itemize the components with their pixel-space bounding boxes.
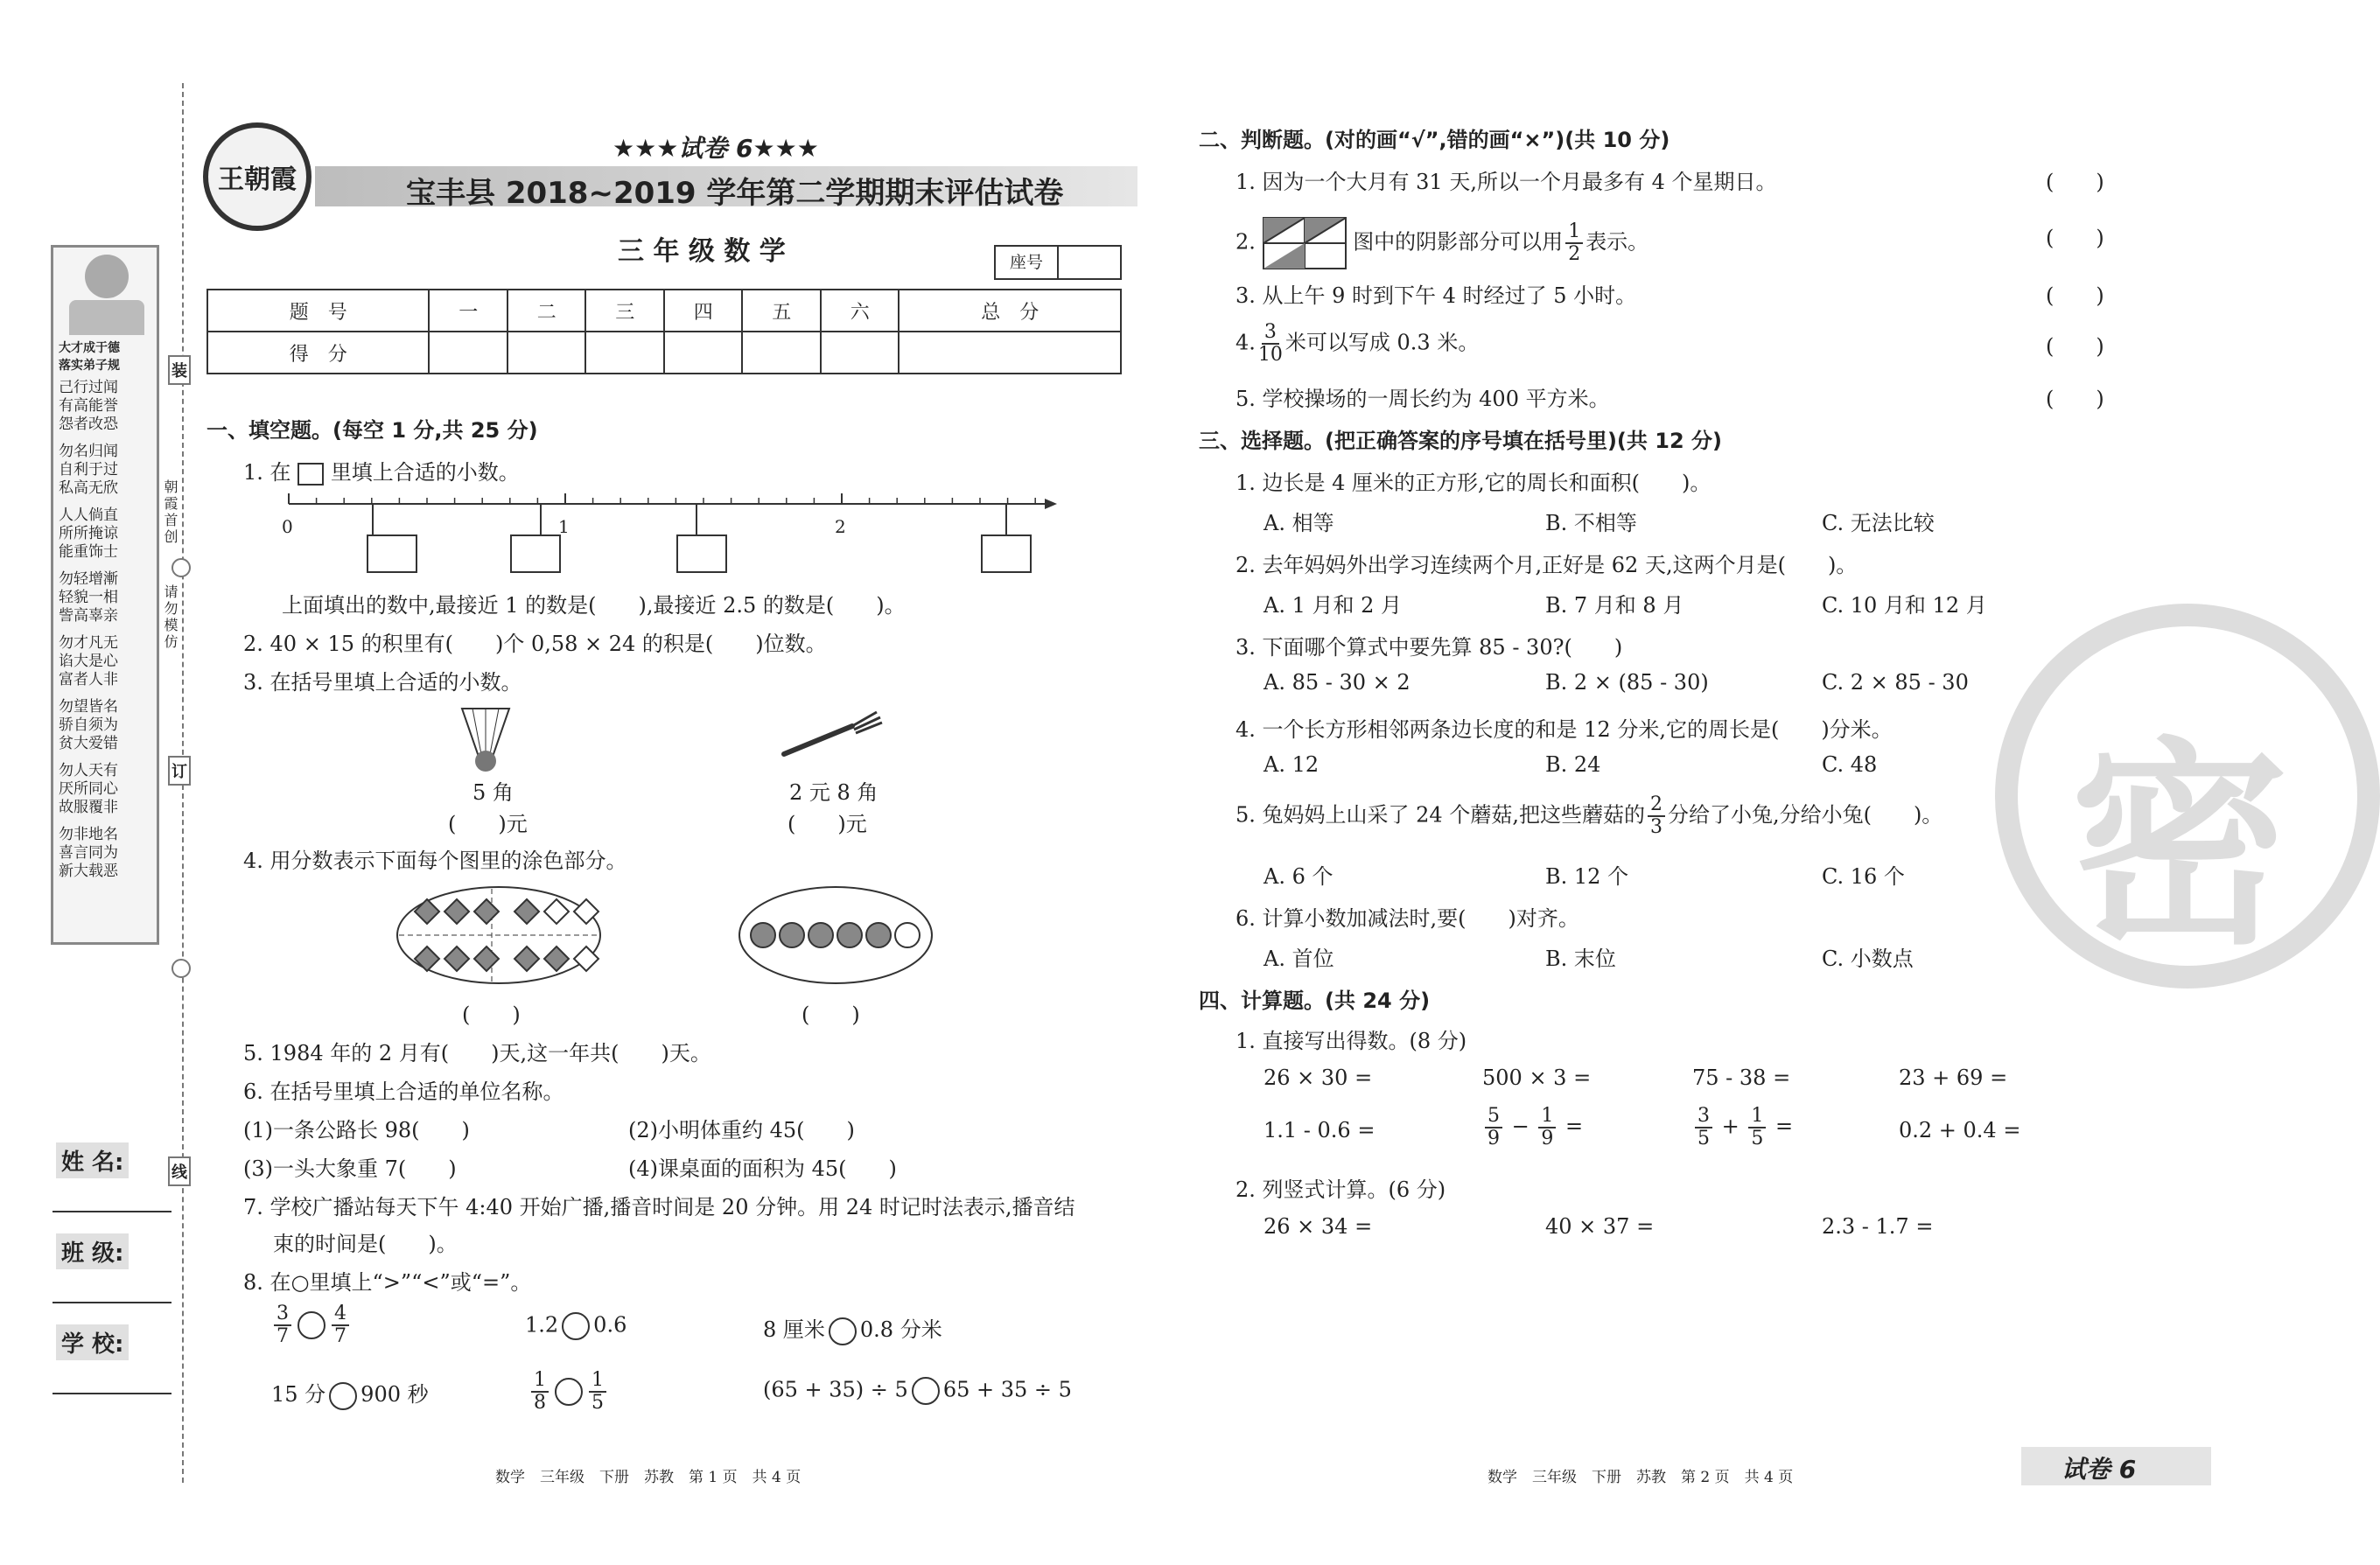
calc-5: 1.1 - 0.6 = bbox=[1264, 1118, 1376, 1142]
score-cell[interactable] bbox=[508, 332, 586, 374]
motto-verse-line: 怨者改恐 bbox=[59, 416, 118, 433]
class-label: 班 级: bbox=[56, 1233, 129, 1269]
s1-q1-follow: 上面填出的数中,最接近 1 的数是( ),最接近 2.5 的数是( )。 bbox=[282, 593, 906, 618]
diamond-shape bbox=[544, 947, 569, 971]
answer-box[interactable] bbox=[982, 535, 1031, 572]
brand-logo bbox=[203, 122, 312, 231]
footer-right: 数学 三年级 下册 苏教 第 2 页 共 4 页 bbox=[1488, 1469, 1794, 1486]
s3-q3-opt-c[interactable]: C. 2 × 85 - 30 bbox=[1822, 670, 1969, 695]
diamond-shape bbox=[474, 899, 499, 924]
score-header: 六 bbox=[821, 290, 900, 332]
score-row-label: 得 分 bbox=[207, 332, 429, 374]
calc-7: $\frac{3}{5}$ + $\frac{1}{5}$ = bbox=[1692, 1106, 1793, 1149]
numline-label-0: 0 bbox=[282, 516, 293, 537]
q6-item-3: (3)一头大象重 7( ) bbox=[243, 1156, 457, 1181]
motto-verse-line: 勿才凡无 bbox=[59, 634, 118, 652]
s3-q6-opt-b[interactable]: B. 末位 bbox=[1545, 947, 1616, 971]
vcalc-1: 26 × 34 = bbox=[1264, 1214, 1373, 1239]
motto-verse-line: 勿人天有 bbox=[59, 762, 118, 779]
q8-item-a: $\frac{3}{7}$ $\frac{4}{7}$ bbox=[271, 1303, 352, 1347]
diamond-shape bbox=[544, 899, 569, 924]
compare-circle[interactable] bbox=[562, 1312, 590, 1340]
dot-shape bbox=[751, 923, 775, 947]
s2-q5: 5. 学校操场的一周长约为 400 平方米。 bbox=[1236, 387, 1610, 411]
exam-title: 宝丰县 2018~2019 学年第二学期期末评估试卷 bbox=[406, 176, 1064, 211]
motto-verse-line: 勿名归闻 bbox=[59, 443, 118, 460]
shaded-squares-figure bbox=[1263, 217, 1347, 269]
seat-field[interactable] bbox=[1059, 247, 1120, 278]
judge-blank-2[interactable]: ( ) bbox=[2046, 226, 2104, 250]
dot-shape bbox=[866, 923, 891, 947]
s3-q4: 4. 一个长方形相邻两条边长度的和是 12 分米,它的周长是( )分米。 bbox=[1236, 717, 1893, 742]
s1-q3: 3. 在括号里填上合适的小数。 bbox=[243, 670, 522, 695]
numline-label-2: 2 bbox=[835, 516, 846, 537]
s3-q6-opt-a[interactable]: A. 首位 bbox=[1264, 947, 1334, 971]
judge-blank-5[interactable]: ( ) bbox=[2046, 387, 2104, 411]
side-note-2: 请勿模仿 bbox=[162, 584, 178, 651]
q3-blank-1[interactable]: ( )元 bbox=[448, 812, 528, 836]
diamond-shape bbox=[514, 947, 539, 971]
motto-verse-line: 喜言同为 bbox=[59, 844, 118, 862]
motto-verse-line: 新大载恶 bbox=[59, 863, 118, 880]
box-icon bbox=[298, 463, 324, 486]
diamond-shape bbox=[474, 947, 499, 971]
motto-verse-line: 贫大爱错 bbox=[59, 735, 118, 752]
circle-oval-figure bbox=[737, 884, 934, 987]
s1-q1 bbox=[243, 455, 520, 486]
s2-q4: 4. $\frac{3}{10}$ 米可以写成 0.3 米。 bbox=[1236, 321, 1480, 366]
motto-verse-line: 人人倘直 bbox=[59, 507, 118, 524]
motto-verse-line: 勿非地名 bbox=[59, 826, 118, 843]
s1-q5: 5. 1984 年的 2 月有( )天,这一年共( )天。 bbox=[243, 1041, 711, 1065]
fork-icon bbox=[779, 709, 884, 761]
motto-top-1: 大才成于德 bbox=[59, 341, 120, 355]
s3-q1-opt-a[interactable]: A. 相等 bbox=[1264, 511, 1334, 535]
s2-q3: 3. 从上午 9 时到下午 4 时经过了 5 小时。 bbox=[1236, 283, 1637, 308]
s3-q2-opt-c[interactable]: C. 10 月和 12 月 bbox=[1822, 593, 1987, 618]
s1-q6: 6. 在括号里填上合适的单位名称。 bbox=[243, 1079, 564, 1104]
motto-verse-line: 訾高辜亲 bbox=[59, 607, 118, 625]
q3-item2: 2 元 8 角 bbox=[789, 780, 878, 805]
score-header: 总 分 bbox=[899, 290, 1121, 332]
calc-4: 23 + 69 = bbox=[1899, 1065, 2008, 1090]
cut-label-3: 线 bbox=[168, 1156, 191, 1186]
diamond-shape bbox=[444, 947, 469, 971]
scholar-avatar-icon bbox=[85, 255, 129, 298]
diamond-shape bbox=[514, 899, 539, 924]
s3-q6: 6. 计算小数加减法时,要( )对齐。 bbox=[1236, 906, 1579, 931]
diamond-shape bbox=[415, 899, 439, 924]
q4-blank-1[interactable]: ( ) bbox=[462, 1003, 521, 1027]
motto-verse-line: 己行过闻 bbox=[59, 379, 118, 396]
diamond-shape bbox=[444, 899, 469, 924]
score-cell[interactable] bbox=[429, 332, 508, 374]
s1-q7b: 束的时间是( )。 bbox=[273, 1232, 458, 1256]
s3-q2-opt-a[interactable]: A. 1 月和 2 月 bbox=[1264, 593, 1403, 618]
q8-item-f: (65 + 35) ÷ 5 65 + 35 ÷ 5 bbox=[763, 1377, 1072, 1405]
calc-3: 75 - 38 = bbox=[1692, 1065, 1791, 1090]
shuttlecock-icon bbox=[455, 705, 516, 775]
calc-6: $\frac{5}{9}$ − $\frac{1}{9}$ = bbox=[1482, 1106, 1583, 1149]
scholar-body-icon bbox=[69, 300, 144, 335]
motto-top-2: 落实弟子规 bbox=[59, 359, 120, 373]
q6-item-1: (1)一条公路长 98( ) bbox=[243, 1118, 470, 1142]
s3-q2: 2. 去年妈妈外出学习连续两个月,正好是 62 天,这两个月是( )。 bbox=[1236, 553, 1858, 577]
q6-item-2: (2)小明体重约 45( ) bbox=[628, 1118, 855, 1142]
answer-box[interactable] bbox=[368, 535, 416, 572]
motto-verse-line: 所所掩谅 bbox=[59, 525, 118, 542]
motto-verse-line: 勿望皆名 bbox=[59, 698, 118, 716]
calc-1: 26 × 30 = bbox=[1264, 1065, 1373, 1090]
vcalc-2: 40 × 37 = bbox=[1545, 1214, 1655, 1239]
q8-item-b: 1.2 0.6 bbox=[525, 1312, 626, 1340]
vcalc-3: 2.3 - 1.7 = bbox=[1822, 1214, 1934, 1239]
seal-stamp bbox=[1995, 604, 2380, 989]
score-header: 二 bbox=[508, 290, 586, 332]
class-field[interactable] bbox=[52, 1302, 172, 1303]
school-label: 学 校: bbox=[56, 1324, 129, 1360]
s3-q2-opt-b[interactable]: B. 7 月和 8 月 bbox=[1545, 593, 1684, 618]
side-note-1: 朝霞首创 bbox=[162, 479, 178, 546]
answer-box[interactable] bbox=[511, 535, 560, 572]
judge-blank-4[interactable]: ( ) bbox=[2046, 334, 2104, 359]
paper-label: ★★★试卷 6★★★ bbox=[612, 134, 819, 163]
name-label: 姓 名: bbox=[56, 1142, 129, 1178]
score-header: 一 bbox=[429, 290, 508, 332]
calc-8: 0.2 + 0.4 = bbox=[1899, 1118, 2021, 1142]
footer-badge bbox=[2021, 1447, 2211, 1485]
answer-box[interactable] bbox=[677, 535, 726, 572]
q3-item1: 5 角 bbox=[472, 780, 514, 805]
dot-shape bbox=[780, 923, 804, 947]
s3-q5-opt-b[interactable]: B. 12 个 bbox=[1545, 864, 1629, 889]
s2-q1: 1. 因为一个大月有 31 天,所以一个月最多有 4 个星期日。 bbox=[1236, 170, 1777, 194]
motto-verse-line: 故服覆非 bbox=[59, 799, 118, 816]
score-header: 三 bbox=[585, 290, 664, 332]
s3-q3: 3. 下面哪个算式中要先算 85 - 30?( ) bbox=[1236, 635, 1623, 660]
compare-circle[interactable] bbox=[298, 1311, 326, 1339]
binding-hole-icon bbox=[172, 959, 191, 978]
cut-label-2: 订 bbox=[168, 756, 191, 786]
section1-heading: 一、填空题。(每空 1 分,共 25 分) bbox=[206, 418, 538, 443]
motto-verse-line: 私高无欣 bbox=[59, 479, 118, 497]
name-field[interactable] bbox=[52, 1211, 172, 1212]
diamond-shape bbox=[415, 947, 439, 971]
dot-shape bbox=[895, 923, 920, 947]
s3-q3-opt-a[interactable]: A. 85 - 30 × 2 bbox=[1264, 670, 1410, 695]
q6-item-4: (4)课桌面的面积为 45( ) bbox=[628, 1156, 897, 1181]
motto-verse-line: 自利于过 bbox=[59, 461, 118, 479]
diamond-oval-figure bbox=[394, 884, 604, 987]
motto-verse-line: 谄大是心 bbox=[59, 653, 118, 670]
motto-verse-line: 厌所同心 bbox=[59, 780, 118, 798]
cut-label-1: 装 bbox=[168, 355, 191, 385]
score-header: 四 bbox=[664, 290, 743, 332]
numline-label-1: 1 bbox=[558, 516, 570, 537]
score-cell[interactable] bbox=[585, 332, 664, 374]
score-cell[interactable] bbox=[742, 332, 821, 374]
q8-item-e: $\frac{1}{8}$ $\frac{1}{5}$ bbox=[528, 1370, 609, 1414]
s2-q2: 2. 图中的阴影部分可以用 $\frac{1}{2}$ 表示。 bbox=[1236, 217, 1648, 269]
binding-hole-icon bbox=[172, 558, 191, 577]
s3-q1-opt-b[interactable]: B. 不相等 bbox=[1545, 511, 1637, 535]
s1-q8: 8. 在○里填上“>”“<”或“=”。 bbox=[243, 1270, 532, 1295]
number-line bbox=[280, 486, 1059, 583]
motto-verse-line: 轻貌一相 bbox=[59, 589, 118, 606]
school-field[interactable] bbox=[52, 1393, 172, 1394]
s1-q1-text: 1. 在 bbox=[243, 460, 291, 485]
stamp-char: 密 bbox=[2070, 719, 2289, 974]
compare-circle[interactable] bbox=[555, 1378, 583, 1406]
motto-verse-line: 有高能誉 bbox=[59, 397, 118, 415]
q8-item-c: 8 厘米 0.8 分米 bbox=[763, 1312, 942, 1345]
q3-blank-2[interactable]: ( )元 bbox=[788, 812, 867, 836]
s1-q1-text-b: 里填上合适的小数。 bbox=[330, 460, 520, 485]
motto-verse-line: 能重饰士 bbox=[59, 543, 118, 561]
s1-q7a: 7. 学校广播站每天下午 4:40 开始广播,播音时间是 20 分钟。用 24 时记时法表示,播音结 bbox=[243, 1195, 1075, 1219]
calc-2: 500 × 3 = bbox=[1482, 1065, 1592, 1090]
footer-left: 数学 三年级 下册 苏教 第 1 页 共 4 页 bbox=[495, 1469, 802, 1486]
s4-q1: 1. 直接写出得数。(8 分) bbox=[1236, 1029, 1467, 1053]
seat-box bbox=[994, 245, 1122, 280]
judge-blank-3[interactable]: ( ) bbox=[2046, 283, 2104, 308]
sidebar-motto-panel bbox=[51, 245, 159, 945]
compare-circle[interactable] bbox=[829, 1317, 857, 1345]
s3-q1: 1. 边长是 4 厘米的正方形,它的周长和面积( )。 bbox=[1236, 471, 1712, 495]
compare-circle[interactable] bbox=[912, 1377, 940, 1405]
s1-q2: 2. 40 × 15 的积里有( )个 0,58 × 24 的积是( )位数。 bbox=[243, 632, 827, 656]
compare-circle[interactable] bbox=[329, 1382, 357, 1410]
judge-blank-1[interactable]: ( ) bbox=[2046, 170, 2104, 194]
motto-verses bbox=[59, 379, 155, 890]
s3-q4-opt-a[interactable]: A. 12 bbox=[1264, 752, 1320, 777]
exam-subtitle: 三 年 级 数 学 bbox=[618, 236, 786, 267]
s3-q4-opt-b[interactable]: B. 24 bbox=[1545, 752, 1601, 777]
score-header: 题 号 bbox=[207, 290, 429, 332]
motto-verse-line: 勿轻增漸 bbox=[59, 570, 118, 588]
score-cell[interactable] bbox=[664, 332, 743, 374]
score-header: 五 bbox=[742, 290, 821, 332]
logo-text: 王朝霞 bbox=[218, 164, 297, 195]
motto-verse-line: 富者人非 bbox=[59, 671, 118, 688]
score-cell[interactable] bbox=[821, 332, 900, 374]
s3-q6-opt-c[interactable]: C. 小数点 bbox=[1822, 947, 1914, 971]
footer-badge-text: 试卷 6 bbox=[2062, 1455, 2137, 1484]
motto-verse-line: 骄自须为 bbox=[59, 716, 118, 734]
score-table bbox=[206, 289, 1122, 374]
score-cell[interactable] bbox=[899, 332, 1121, 374]
section3-heading: 三、选择题。(把正确答案的序号填在括号里)(共 12 分) bbox=[1199, 429, 1722, 453]
s4-q2: 2. 列竖式计算。(6 分) bbox=[1236, 1177, 1446, 1202]
s3-q3-opt-b[interactable]: B. 2 × (85 - 30) bbox=[1545, 670, 1709, 695]
q4-blank-2[interactable]: ( ) bbox=[802, 1003, 860, 1027]
s3-q5-opt-c[interactable]: C. 16 个 bbox=[1822, 864, 1905, 889]
section2-heading: 二、判断题。(对的画“√”,错的画“×”)(共 10 分) bbox=[1199, 128, 1670, 152]
s1-q4: 4. 用分数表示下面每个图里的涂色部分。 bbox=[243, 849, 627, 873]
q8-item-d: 15 分 900 秒 bbox=[271, 1377, 429, 1410]
s3-q1-opt-c[interactable]: C. 无法比较 bbox=[1822, 511, 1935, 535]
section4-heading: 四、计算题。(共 24 分) bbox=[1199, 989, 1431, 1013]
dot-shape bbox=[837, 923, 862, 947]
s3-q4-opt-c[interactable]: C. 48 bbox=[1822, 752, 1878, 777]
s3-q5: 5. 兔妈妈上山采了 24 个蘑菇,把这些蘑菇的 $\frac{2}{3}$ 分给了小兔,分给小兔( )。 bbox=[1236, 793, 1943, 838]
dot-shape bbox=[808, 923, 833, 947]
s3-q5-opt-a[interactable]: A. 6 个 bbox=[1264, 864, 1334, 889]
seat-label: 座号 bbox=[996, 247, 1059, 278]
